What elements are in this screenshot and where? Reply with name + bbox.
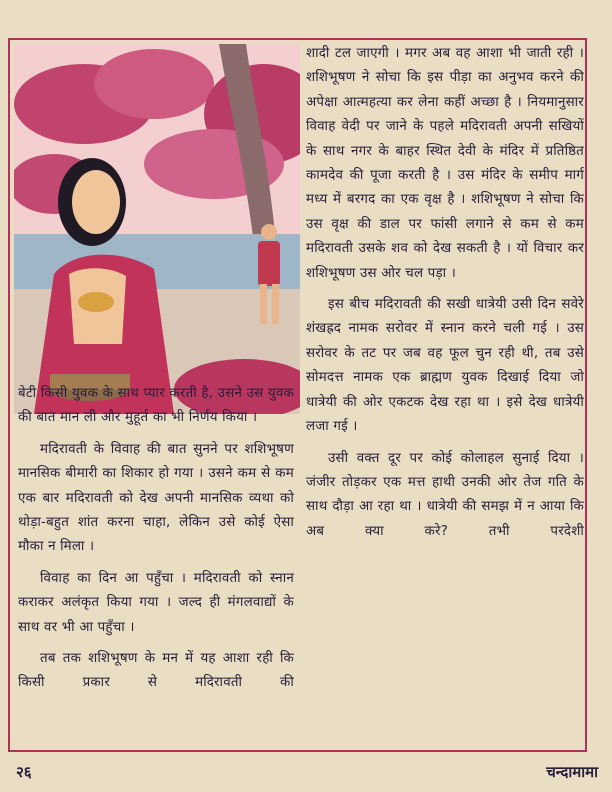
right-paragraph: शादी टल जाएगी । मगर अब वह आशा भी जाती रही । शशिभूषण ने सोचा कि इस पीड़ा का अनुभव करने की अपेक्षा आत्महत्या कर लेना कहीं अच्छा है । नियमानुसार विवाह वेदी पर जाने के पहले मदिरावती अपनी सखियों के साथ नगर के बाहर स्थित देवी के मंदिर में प्रतिष्ठित कामदेव की पूजा करती है । उस मंदिर के समीप मार्ग मध्य में बरगद का एक वृक्ष है । शशिभूषण ने सोचा कि उस वृक्ष की डाल पर फांसी लगाने से कम से कम मदिरावती उसके शव को देख सकती है । यों विचार कर शशिभूषण उस ओर चल पड़ा । (306, 46, 584, 281)
left-text-column (18, 382, 294, 696)
left-paragraph: बेटी किसी युवक के साथ प्यार करती है, उसने उस युवक की बात मान ली और मुहूर्त का भी निर्णय किया । (18, 386, 294, 426)
illustration-drawing (14, 44, 300, 414)
right-text-column (306, 42, 584, 544)
left-paragraph: तब तक शशिभूषण के मन में यह आशा रही कि किसी प्रकार से मदिरावती की (18, 651, 294, 691)
left-paragraph: विवाह का दिन आ पहुँचा । मदिरावती को स्नान कराकर अलंकृत किया गया । जल्द ही मंगलवाद्यों के साथ वर भी आ पहुँचा । (18, 570, 294, 635)
left-paragraph: मदिरावती के विवाह की बात सुनने पर शशिभूषण मानसिक बीमारी का शिकार हो गया । उसने कम से कम एक बार मदिरावती को देख अपनी मानसिक व्यथा को थोड़ा-बहुत शांत करना चाहा, लेकिन उसे कोई ऐसा मौका न मिला । (18, 441, 294, 555)
page-number: २६ (16, 763, 32, 781)
page-footer (0, 760, 612, 784)
magazine-title: चन्दामामा (546, 763, 598, 781)
right-paragraph: इस बीच मदिरावती की सखी धात्रेयी उसी दिन सवेरे शंखह्रद नामक सरोवर में स्नान करने चली गई । उस सरोवर के तट पर जब वह फूल चुन रही थी, तब उसे सोमदत्त नामक एक ब्राह्मण युवक दिखाई दिया जो धात्रेयी की ओर एकटक देख रहा था । इसे देख धात्रेयी लजा गई । (306, 297, 584, 435)
story-illustration (14, 44, 300, 414)
right-paragraph: उसी वक्त दूर पर कोई कोलाहल सुनाई दिया । जंजीर तोड़कर एक मत्त हाथी उनकी ओर तेज गति के साथ दौड़ा आ रहा था । धात्रेयी की समझ में न आया कि अब क्या करे? तभी परदेशी (306, 450, 584, 539)
